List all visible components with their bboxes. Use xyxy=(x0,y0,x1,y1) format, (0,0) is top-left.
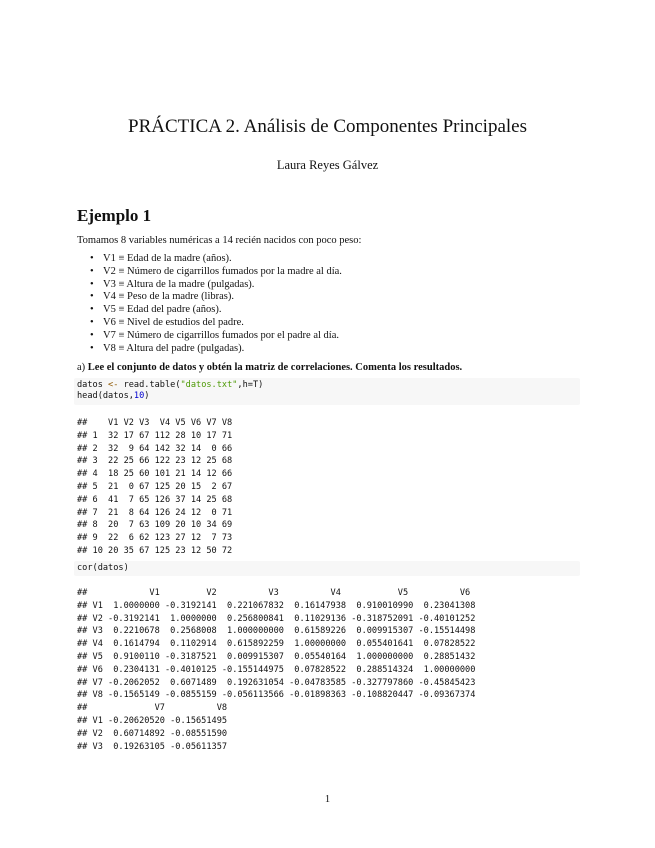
list-item xyxy=(77,343,342,356)
code-line xyxy=(77,391,580,402)
output-line: ## 2 32 9 64 142 32 14 0 66 xyxy=(77,443,233,454)
variable-text: V8 ≡ Altura del padre (pulgadas). xyxy=(103,342,245,354)
list-item xyxy=(77,279,342,292)
output-head xyxy=(77,417,232,558)
section-heading: Ejemplo 1 xyxy=(77,206,152,225)
output-line: ## V8 -0.1565149 -0.0855159 -0.056113566 -0.01898363 -0.108820447 -0.09367374 xyxy=(77,690,476,701)
code-token: datos xyxy=(77,380,109,390)
output-line: ## 10 20 35 67 125 23 12 50 72 xyxy=(77,545,233,556)
output-line: ## V1 -0.20620520 -0.15651495 xyxy=(77,715,228,726)
code-line: cor(datos) xyxy=(77,563,129,573)
bullet-icon: • xyxy=(90,316,94,328)
bullet-icon: • xyxy=(90,278,94,290)
list-item xyxy=(77,291,342,304)
output-line: ## V1 V2 V3 V4 V5 V6 xyxy=(77,588,471,598)
list-item xyxy=(77,330,342,343)
output-line: ## V4 0.1614794 0.1102914 0.615892259 1.00000000 0.055401641 0.07828522 xyxy=(77,639,476,650)
list-item xyxy=(77,266,342,279)
variable-text: V6 ≡ Nivel de estudios del padre. xyxy=(103,316,244,328)
output-line: ## 3 22 25 66 122 23 12 25 68 xyxy=(77,456,233,467)
question-label: a) xyxy=(77,362,86,373)
document-author: Laura Reyes Gálvez xyxy=(276,158,379,172)
code-token: ) xyxy=(144,391,150,402)
output-line: ## V3 0.2210678 0.2568008 1.000000000 0.61589226 0.009915307 -0.15514498 xyxy=(77,626,476,637)
code-number: 10 xyxy=(133,391,145,402)
output-line: ## V1 V2 V3 V4 V5 V6 V7 V8 xyxy=(77,418,233,428)
output-line: ## V3 0.19263105 -0.05611357 xyxy=(77,741,228,752)
variable-text: V2 ≡ Número de cigarrillos fumados por la madre al día. xyxy=(103,265,342,277)
list-item xyxy=(77,304,342,317)
bullet-icon: • xyxy=(90,304,94,316)
code-block-read xyxy=(74,378,580,405)
question-a xyxy=(77,362,462,373)
variable-text: V7 ≡ Número de cigarrillos fumados por el padre al día. xyxy=(103,329,339,341)
output-line: ## V1 1.0000000 -0.3192141 0.221067832 0.16147938 0.910010990 0.23041308 xyxy=(77,600,476,611)
code-token: head(datos, xyxy=(77,391,134,402)
output-line: ## V7 -0.2062052 0.6071489 0.192631054 -0.04783585 -0.327797860 -0.45845423 xyxy=(77,677,476,688)
page-number: 1 xyxy=(324,794,331,805)
intro-paragraph: Tomamos 8 variables numéricas a 14 recién nacidos con poco peso: xyxy=(77,235,362,246)
output-correlation-matrix xyxy=(77,587,475,753)
output-line: ## 6 41 7 65 126 37 14 25 68 xyxy=(77,494,233,505)
code-block-cor xyxy=(74,561,580,576)
output-line: ## V5 0.9100110 -0.3187521 0.009915307 0.05540164 1.000000000 0.28851432 xyxy=(77,651,476,662)
output-line: ## 5 21 0 67 125 20 15 2 67 xyxy=(77,481,233,492)
list-item xyxy=(77,253,342,266)
code-string: "datos.txt" xyxy=(180,380,238,390)
output-line: ## V7 V8 xyxy=(77,703,228,714)
code-operator: <- xyxy=(108,380,119,390)
bullet-icon: • xyxy=(90,265,94,277)
bullet-icon: • xyxy=(90,329,94,341)
output-line: ## 9 22 6 62 123 27 12 7 73 xyxy=(77,533,233,544)
bullet-icon: • xyxy=(90,342,94,354)
bullet-icon: • xyxy=(90,291,94,303)
variable-list xyxy=(77,253,342,355)
output-line: ## 7 21 8 64 126 24 12 0 71 xyxy=(77,507,233,518)
list-item xyxy=(77,317,342,330)
output-line: ## V6 0.2304131 -0.4010125 -0.155144975 0.07828522 0.288514324 1.00000000 xyxy=(77,664,476,675)
variable-text: V1 ≡ Edad de la madre (años). xyxy=(103,253,232,264)
question-text: Lee el conjunto de datos y obtén la matriz de correlaciones. Comenta los resultados. xyxy=(87,362,463,373)
code-token: ,h=T) xyxy=(237,380,264,390)
bullet-icon: • xyxy=(90,253,94,264)
variable-text: V4 ≡ Peso de la madre (libras). xyxy=(103,291,235,303)
code-token: read.table( xyxy=(118,380,181,390)
code-line xyxy=(77,380,580,391)
output-line: ## 8 20 7 63 109 20 10 34 69 xyxy=(77,520,233,531)
output-line: ## V2 -0.3192141 1.0000000 0.256800841 0.11029136 -0.318752091 -0.40101252 xyxy=(77,613,476,624)
variable-text: V3 ≡ Altura de la madre (pulgadas). xyxy=(103,278,255,290)
output-line: ## 1 32 17 67 112 28 10 17 71 xyxy=(77,430,233,441)
output-line: ## V2 0.60714892 -0.08551590 xyxy=(77,728,228,739)
document-title: PRÁCTICA 2. Análisis de Componentes Principales xyxy=(128,116,527,137)
variable-text: V5 ≡ Edad del padre (años). xyxy=(103,304,222,316)
output-line: ## 4 18 25 60 101 21 14 12 66 xyxy=(77,469,233,480)
